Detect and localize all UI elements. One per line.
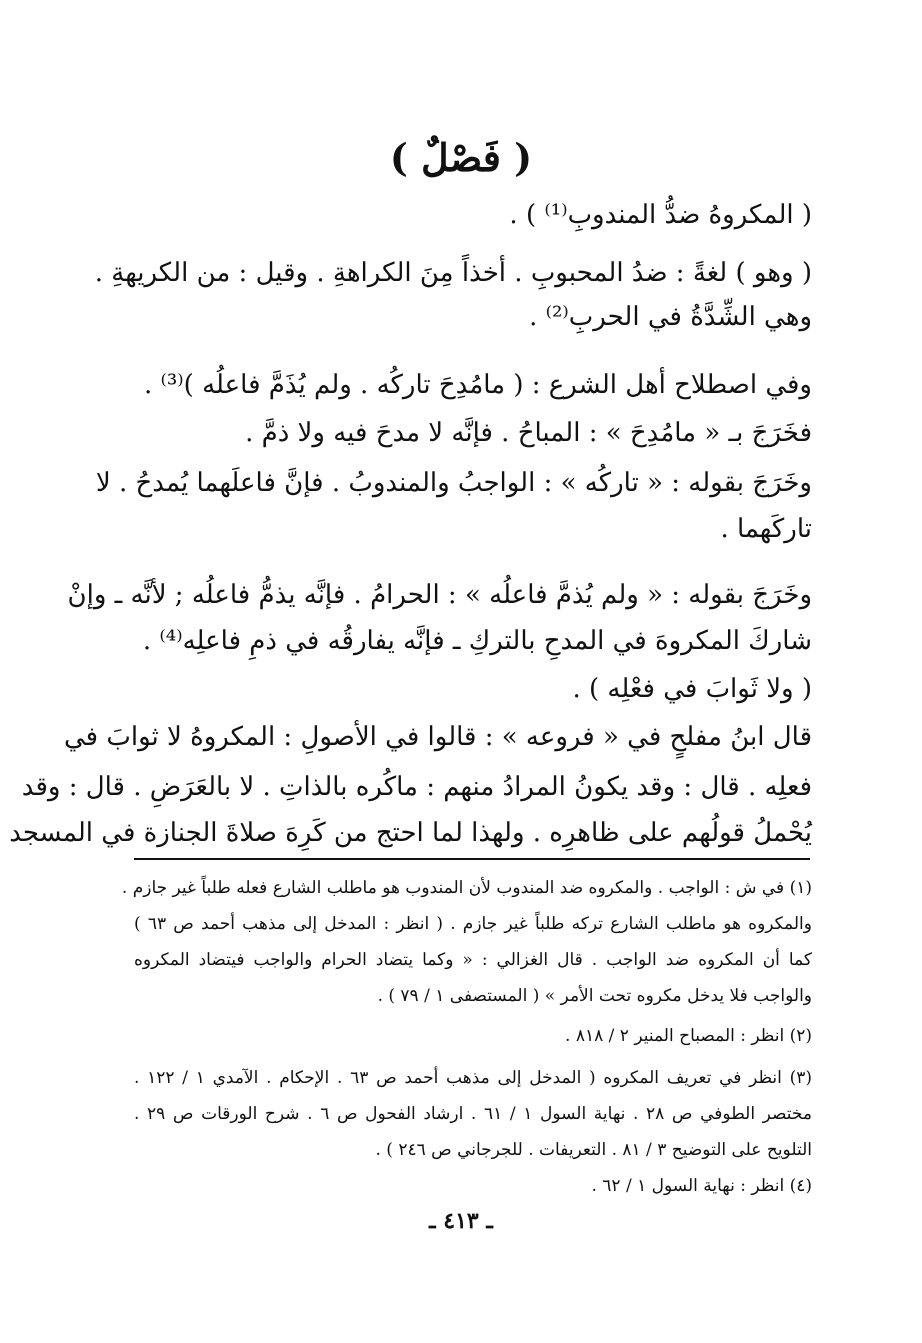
footnote-line: كما أن المكروه ضد الواجب . قال الغزالي : « وكما يتضاد الحرام والواجب فيتضاد المكروه xyxy=(134,950,812,970)
footnote-line: (٣) انظر في تعريف المكروه ( المدخل إلى مذهب أحمد ص ٦٣ . الإحكام . الآمدي ١ / ١٢٢ . xyxy=(134,1068,813,1088)
text-line: فعلِه . قال : وقد يكونُ المرادُ منهم : ماكُره بالذاتِ . لا بالعَرَضِ . قال : وقد xyxy=(21,772,812,802)
text-line: قال ابنُ مفلحٍ في « فروعه » : قالوا في الأصولِ : المكروهُ لا ثوابَ في xyxy=(64,722,812,752)
text-line: ( ولا ثَوابَ في فعْلِه ) . xyxy=(572,674,812,704)
text-line: وهي الشِّدَّةُ في الحربِ⁽²⁾ . xyxy=(529,302,812,332)
text-line: شاركَ المكروهَ في المدحِ بالتركِ ـ فإنَّه يفارقُه في ذمِ فاعلِه⁽⁴⁾ . xyxy=(142,626,812,656)
footnote-line: والمكروه هو ماطلب الشارع تركه طلباً غير جازم . ( انظر : المدخل إلى مذهب أحمد ص ٦٣ ) xyxy=(134,914,812,934)
footnote-line: (٤) انظر : نهاية السول ١ / ٦٢ . xyxy=(591,1176,812,1196)
footnote-line: (١) في ش : الواجب . والمكروه ضد المندوب لأن المندوب هو ماطلب الشارع فعله طلباً غير جازم . xyxy=(121,878,812,898)
text-line: يُحْملُ قولُهم على ظاهرِه . ولهذا لما احتج من كَرِهَ صلاةَ الجنازة في المسجد xyxy=(9,818,812,848)
section-heading: ( فَصْلٌ ) xyxy=(389,135,533,180)
text-line: فخَرَجَ بـ « مامُدِحَ » : المباحُ . فإنَّه لا مدحَ فيه ولا ذمَّ . xyxy=(245,418,812,448)
text-line: وفي اصطلاح أهل الشرع : ( مامُدِحَ تاركُه . ولم يُذَمَّ فاعلُه )⁽³⁾ . xyxy=(143,370,812,400)
footnote-separator xyxy=(134,858,810,860)
footnote-line: التلويح على التوضيح ٣ / ٨١ . التعريفات . للجرجاني ص ٢٤٦ ) . xyxy=(375,1140,812,1160)
text-line: وخَرَجَ بقوله : « تاركُه » : الواجبُ والمندوبُ . فإنَّ فاعلَهما يُمدحُ . لا xyxy=(95,468,812,498)
footnote-line: والواجب فلا يدخل مكروه تحت الأمر » ( المستصفى ١ / ٧٩ ) . xyxy=(377,986,812,1006)
text-line: وخَرَجَ بقوله : « ولم يُذمَّ فاعلُه » : الحرامُ . فإنَّه يذمُّ فاعلُه ; لأنَّه ـ وإنْ xyxy=(67,580,812,610)
text-line: ( وهو ) لغةً : ضدُ المحبوبِ . أخذاً مِنَ الكراهةِ . وقيل : من الكريهةِ . xyxy=(94,258,812,288)
text-line: ( المكروهُ ضدُّ المندوبِ⁽¹⁾ ) . xyxy=(509,200,812,230)
footnote-line: (٢) انظر : المصباح المنير ٢ / ٨١٨ . xyxy=(565,1026,812,1046)
page-number: ـ ٤١٣ ـ xyxy=(429,1208,493,1234)
text-line: تاركَهما . xyxy=(720,514,812,544)
footnote-line: مختصر الطوفي ص ٢٨ . نهاية السول ١ / ٦١ . ارشاد الفحول ص ٦ . شرح الورقات ص ٢٩ . xyxy=(134,1104,812,1124)
